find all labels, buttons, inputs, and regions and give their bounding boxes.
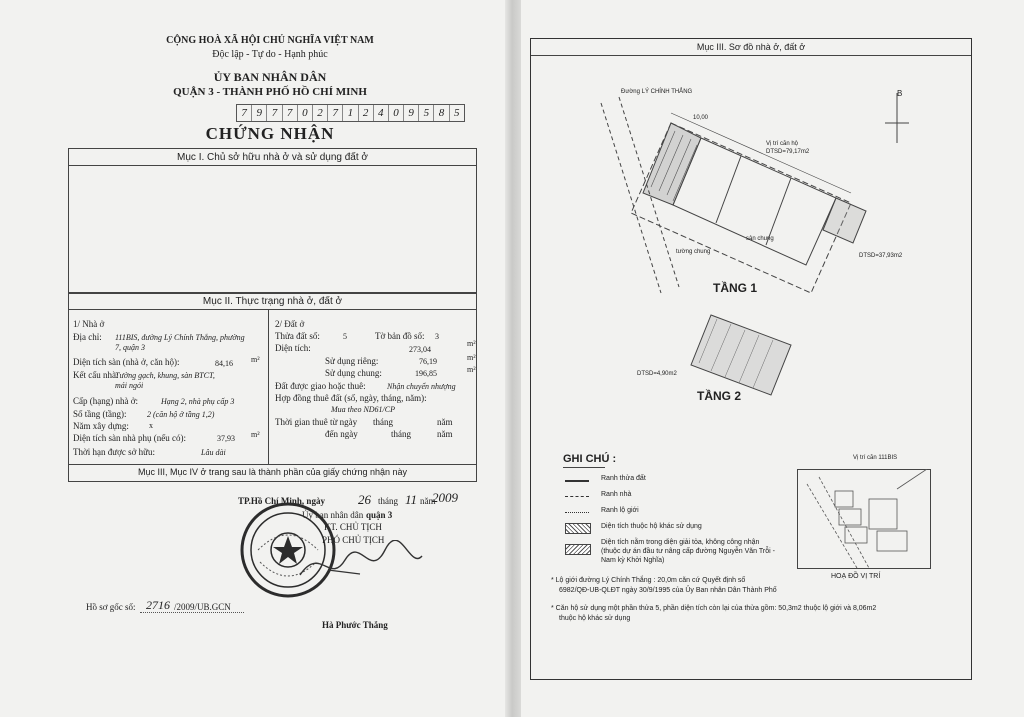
floor-area-value: 84,16 bbox=[215, 359, 233, 368]
unit-m2: m² bbox=[251, 430, 260, 439]
month-word: tháng bbox=[378, 496, 398, 506]
section3-box bbox=[530, 38, 972, 680]
divider bbox=[69, 309, 476, 310]
role2: PHÓ CHỦ TỊCH bbox=[322, 535, 385, 545]
role1: KT. CHỦ TỊCH bbox=[324, 522, 382, 532]
location-map bbox=[797, 469, 931, 569]
plan-unit1-area: DTSD=79,17m2 bbox=[766, 149, 810, 155]
section2-title: Mục II. Thực trạng nhà ở, đất ở bbox=[202, 296, 343, 307]
note-line: * Lộ giới đường Lý Chính Thắng : 20,0m căn cứ Quyết định số bbox=[551, 577, 746, 584]
year-label: Năm xây dựng: bbox=[73, 421, 129, 431]
legend-line-house bbox=[565, 496, 589, 497]
area-value: 273,04 bbox=[409, 345, 431, 354]
floors-value: 2 (căn hộ ở tầng 1,2) bbox=[147, 410, 215, 419]
legend-line-land bbox=[565, 480, 589, 482]
plan-street-label: Đường LÝ CHÍNH THẮNG bbox=[621, 89, 693, 95]
legend-line-road bbox=[565, 512, 589, 513]
registry-underline bbox=[140, 612, 244, 613]
section1-title: Mục I. Chủ sở hữu nhà ở và sử dụng đất ở bbox=[177, 152, 368, 163]
grade-label: Cấp (hạng) nhà ở: bbox=[73, 396, 138, 406]
legend-title: GHI CHÚ : bbox=[563, 453, 617, 465]
signer-name: Hà Phước Thắng bbox=[322, 620, 388, 630]
address-label: Địa chỉ: bbox=[73, 332, 102, 342]
committee-district: quận 3 bbox=[366, 510, 393, 520]
year-word: năm bbox=[437, 429, 453, 439]
serial-digit: 8 bbox=[434, 105, 449, 121]
serial-digit: 2 bbox=[359, 105, 374, 121]
lease-from-label: Thời gian thuê từ ngày bbox=[275, 417, 358, 427]
footer-note: Mục III, Mục IV ở trang sau là thành phần của giấy chứng nhận này bbox=[137, 467, 408, 477]
plan-unit1-label: Vị trí căn hộ bbox=[766, 141, 799, 147]
plan-dim-top: 10,00 bbox=[693, 115, 709, 121]
private-value: 76,19 bbox=[419, 357, 437, 366]
map-value: 3 bbox=[435, 332, 439, 341]
serial-digit: 1 bbox=[343, 105, 358, 121]
date-month: 11 bbox=[405, 492, 418, 507]
structure-value-2: mái ngói bbox=[115, 381, 144, 390]
location-map-title: HOẠ ĐỒ VỊ TRÍ bbox=[831, 573, 881, 580]
serial-digit: 4 bbox=[374, 105, 389, 121]
authority-heading: ỦY BAN NHÂN DÂN bbox=[213, 70, 327, 84]
plan-wall-label: tường chung bbox=[676, 249, 711, 255]
legend-swatch-other bbox=[565, 523, 591, 534]
origin-label: Đất được giao hoặc thuê: bbox=[275, 381, 366, 391]
legend-title-underline bbox=[563, 467, 605, 468]
map-label: Tờ bản đồ số: bbox=[375, 331, 425, 341]
north-marker: B bbox=[897, 89, 903, 98]
certificate-serial bbox=[236, 104, 465, 122]
legend-item: Diện tích thuộc hộ khác sử dụng bbox=[601, 523, 702, 530]
serial-digit: 5 bbox=[453, 107, 460, 119]
year-value: x bbox=[149, 421, 153, 430]
serial-digit: 7 bbox=[283, 105, 298, 121]
date-year: 2009 bbox=[432, 490, 458, 505]
serial-digit: 2 bbox=[313, 105, 328, 121]
lease-value: Mua theo ND61/CP bbox=[331, 405, 395, 414]
committee: Ủy ban nhân dân bbox=[302, 510, 364, 520]
legend-item: (thuộc dự án đầu tư nâng cấp đường Nguyễn Văn Trỗi - bbox=[601, 548, 775, 555]
unit-m2: m² bbox=[467, 353, 476, 362]
floor-area-label: Diện tích sàn (nhà ở, căn hộ): bbox=[73, 357, 180, 367]
section2-box bbox=[68, 292, 477, 482]
house-heading: 1/ Nhà ở bbox=[73, 319, 105, 329]
serial-digit: 7 bbox=[237, 105, 252, 121]
nation-heading: CỘNG HOÀ XÃ HỘI CHỦ NGHĨA VIỆT NAM bbox=[166, 35, 374, 46]
plot-value: 5 bbox=[343, 332, 347, 341]
lease-label: Hợp đồng thuê đất (số, ngày, tháng, năm): bbox=[275, 393, 427, 403]
unit-m2: m² bbox=[467, 365, 476, 374]
area-label: Diện tích: bbox=[275, 343, 311, 353]
plot-label: Thửa đất số: bbox=[275, 331, 320, 341]
plan-unit2-area: DTSD=37,93m2 bbox=[859, 253, 903, 259]
legend-swatch-clearance bbox=[565, 544, 591, 555]
location-map-label: Vị trí căn 111BIS bbox=[853, 455, 898, 461]
note-line: * Căn hộ sử dụng một phần thửa 5, phần diện tích còn lại của thửa gồm: 50,3m2 thuộc lộ giới và 8,06m2 bbox=[551, 605, 877, 612]
ownership-term-value: Lâu dài bbox=[201, 448, 226, 457]
date-day: 26 bbox=[358, 492, 371, 507]
plan-shared-label: sân chung bbox=[746, 236, 774, 242]
floor1-label: TẦNG 1 bbox=[713, 281, 758, 295]
serial-digit: 0 bbox=[389, 105, 404, 121]
page-fold bbox=[505, 0, 521, 717]
unit-m2: m² bbox=[467, 339, 476, 348]
year-word: năm bbox=[437, 417, 453, 427]
lease-to-label: đến ngày bbox=[325, 429, 358, 439]
divider bbox=[531, 55, 971, 56]
serial-digit: 0 bbox=[298, 105, 313, 121]
unit-m2: m² bbox=[251, 355, 260, 364]
structure-label: Kết cấu nhà: bbox=[73, 370, 119, 380]
divider bbox=[69, 165, 476, 166]
ownership-term-label: Thời hạn được sở hữu: bbox=[73, 447, 156, 457]
origin-value: Nhận chuyển nhượng bbox=[387, 382, 456, 391]
serial-digit: 9 bbox=[404, 105, 419, 121]
plan-unit3-area: DTSD=4,90m2 bbox=[637, 371, 677, 377]
place-date-prefix: TP.Hồ Chí Minh, ngày bbox=[238, 496, 325, 506]
address-value: 111BIS, đường Lý Chính Thắng, phường bbox=[115, 333, 245, 342]
motto: Độc lập - Tự do - Hạnh phúc bbox=[212, 49, 328, 60]
address-value-2: 7, quận 3 bbox=[115, 343, 145, 352]
month-label: tháng bbox=[373, 417, 393, 427]
legend-item: Diện tích nằm trong diện giải tỏa, không công nhận bbox=[601, 539, 760, 546]
shared-value: 196,85 bbox=[415, 369, 437, 378]
handwritten-signature-icon bbox=[290, 540, 430, 590]
legend-item: Ranh lộ giới bbox=[601, 507, 639, 514]
divider bbox=[69, 464, 476, 465]
registry-number: 2716 bbox=[146, 598, 170, 612]
legend-item: Ranh thửa đất bbox=[601, 475, 646, 482]
serial-digit: 7 bbox=[328, 105, 343, 121]
structure-value: Tường gạch, khung, sàn BTCT, bbox=[115, 371, 215, 380]
grade-value: Hạng 2, nhà phụ cấp 3 bbox=[161, 397, 235, 406]
private-label: Sử dụng riêng: bbox=[325, 356, 379, 366]
note-line: 6982/QĐ-UB-QLĐT ngày 30/9/1995 của Ủy Ban nhân Dân Thành Phố bbox=[559, 587, 777, 594]
legend-item: Ranh nhà bbox=[601, 491, 632, 498]
shared-label: Sử dụng chung: bbox=[325, 368, 382, 378]
registry-label: Hồ sơ gốc số: bbox=[86, 602, 136, 612]
section1-box bbox=[68, 148, 477, 294]
registry-suffix: /2009/UB.GCN bbox=[174, 602, 231, 612]
section3-title: Mục III. Sơ đồ nhà ở, đất ở bbox=[696, 42, 806, 52]
land-heading: 2/ Đất ở bbox=[275, 319, 305, 329]
divider bbox=[268, 309, 269, 464]
serial-digit: 7 bbox=[267, 105, 282, 121]
annex-area-label: Diện tích sàn nhà phụ (nếu có): bbox=[73, 433, 186, 443]
note-line: thuộc hộ khác sử dụng bbox=[559, 615, 631, 622]
serial-digit: 9 bbox=[252, 105, 267, 121]
floors-label: Số tầng (tầng): bbox=[73, 409, 127, 419]
month-label: tháng bbox=[391, 429, 411, 439]
serial-digit: 5 bbox=[419, 105, 434, 121]
floor2-label: TẦNG 2 bbox=[697, 389, 742, 403]
year-word: năm bbox=[420, 496, 436, 506]
certificate-title: CHỨNG NHẬN bbox=[205, 124, 335, 143]
legend-item: Nam kỳ Khởi Nghĩa) bbox=[601, 557, 665, 564]
district-heading: QUẬN 3 - THÀNH PHỐ HỒ CHÍ MINH bbox=[173, 86, 367, 98]
annex-area-value: 37,93 bbox=[217, 434, 235, 443]
